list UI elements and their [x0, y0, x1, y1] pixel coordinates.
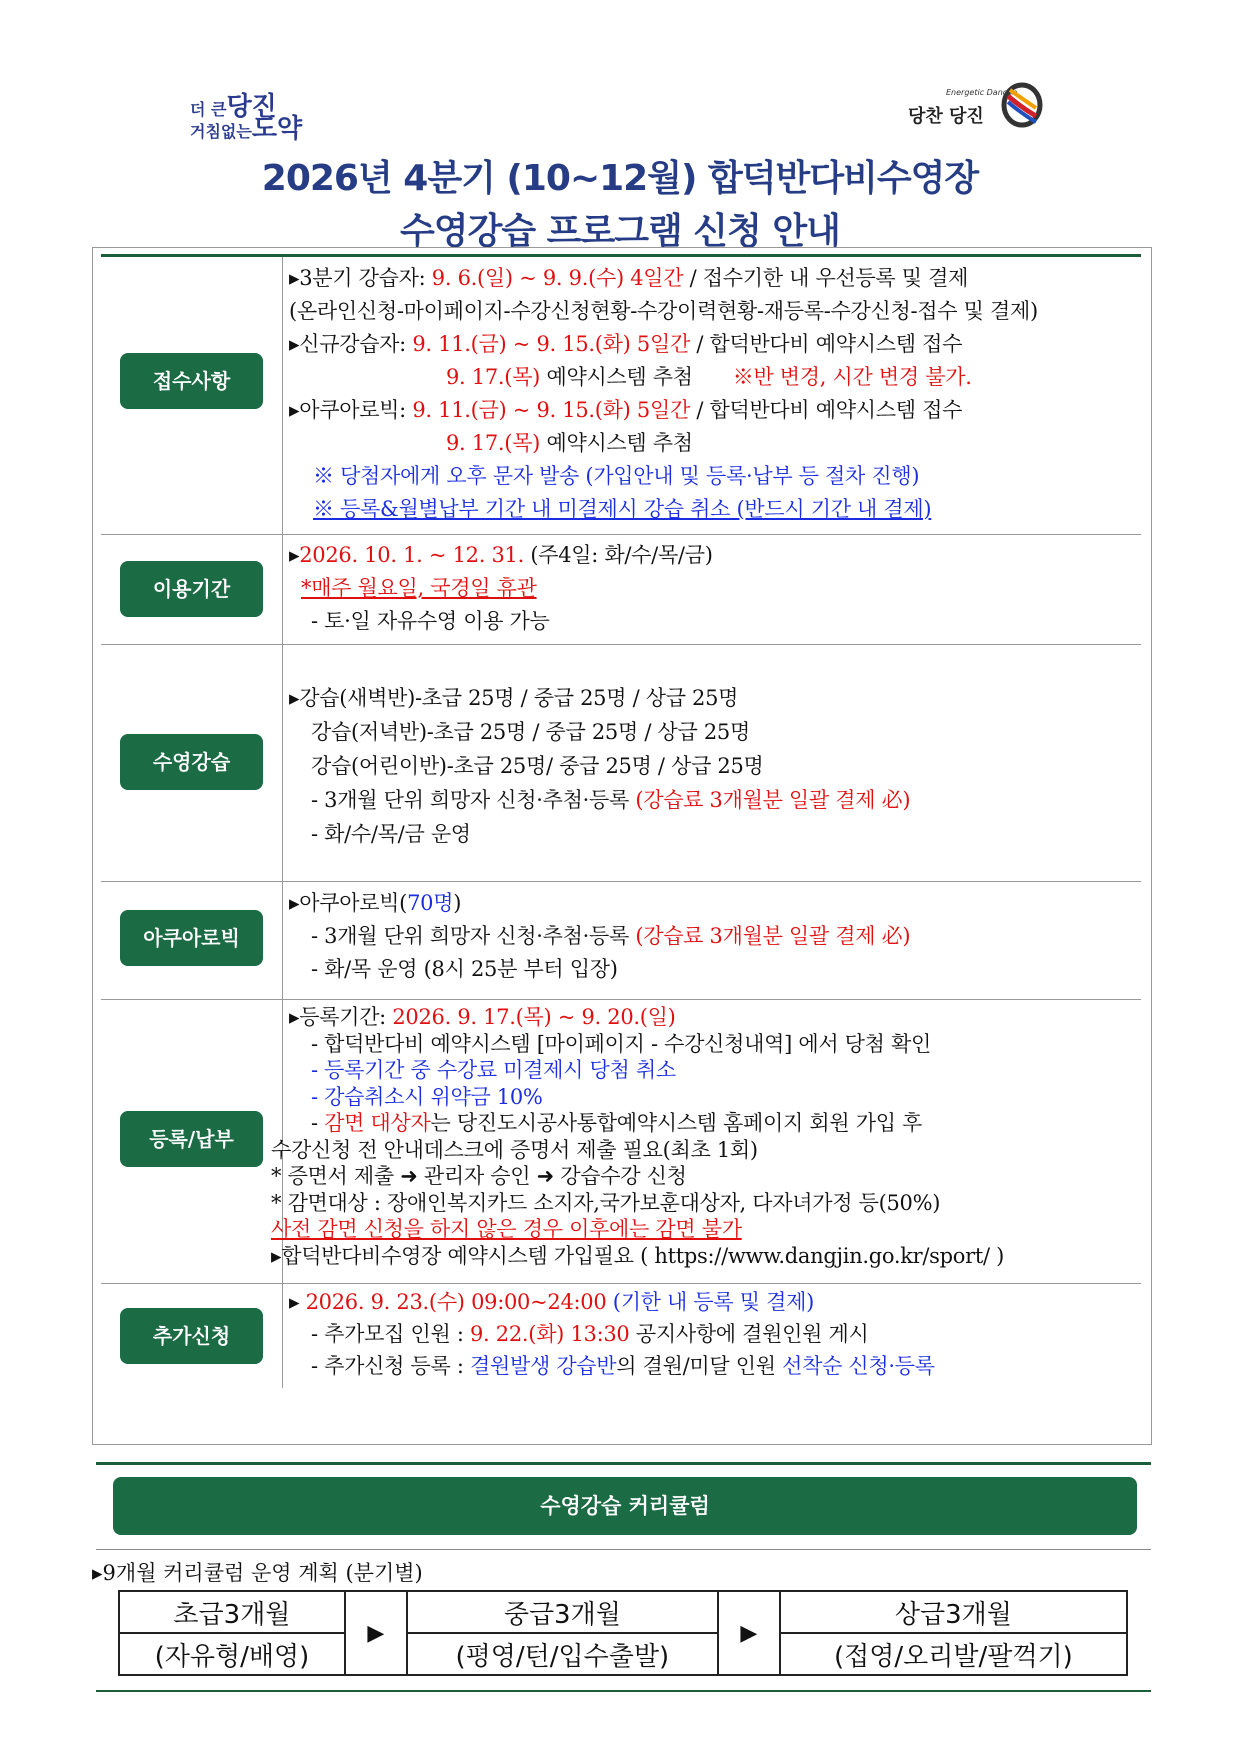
curriculum-divider	[96, 1549, 1151, 1550]
label-extra: 추가신청	[120, 1308, 263, 1364]
curriculum-bottom-rule	[96, 1690, 1151, 1692]
level-beginner-desc: (자유형/배영)	[119, 1633, 345, 1675]
row-swim	[101, 645, 1141, 882]
label-reception: 접수사항	[120, 353, 263, 409]
energetic-dangjin-logo	[908, 82, 1048, 132]
row-aqua	[101, 882, 1141, 1000]
curriculum-top-rule	[96, 1462, 1151, 1465]
label-swim: 수영강습	[120, 734, 263, 790]
info-table	[92, 247, 1152, 1445]
curriculum-title: 수영강습 커리큘럼	[113, 1477, 1137, 1535]
swim-content: ▸강습(새벽반)-초급 25명 / 중급 25명 / 상급 25명 강습(저녁반)-초급 25명 / 중급 25명 / 상급 25명 강습(어린이반)-초급 25명/ 중급 25명 / 상급 25명 - 3개월 단위 희망자 신청·추첨·등록 (강습료 3개월분 일괄 결제 必) - 화/수/목/금 운영	[289, 686, 911, 846]
label-period: 이용기간	[120, 561, 263, 617]
row-period	[101, 534, 1141, 645]
level-intermediate-name: 중급3개월	[407, 1591, 718, 1633]
curriculum-plan-heading: ▸9개월 커리큘럼 운영 계획 (분기별)	[92, 1561, 423, 1585]
level-advanced-name: 상급3개월	[780, 1591, 1127, 1633]
row-register	[101, 1000, 1141, 1284]
dangjin-emblem-icon	[1000, 82, 1044, 128]
logo-english: Energetic Dangjin	[946, 88, 1018, 97]
curriculum-table	[118, 1590, 1128, 1676]
arrow-icon: ▶	[345, 1591, 407, 1675]
dangjin-slogan-logo	[190, 86, 340, 144]
label-register: 등록/납부	[120, 1111, 263, 1167]
period-content: ▸2026. 10. 1. ~ 12. 31. (주4일: 화/수/목/금) *매주 월요일, 국경일 휴관 - 토·일 자유수영 이용 가능	[289, 543, 713, 633]
slogan-big-2: 도약	[251, 114, 303, 144]
label-aqua: 아쿠아로빅	[120, 910, 263, 966]
register-content: ▸등록기간: 2026. 9. 17.(목) ~ 9. 20.(일) - 합덕반다비 예약시스템 [마이페이지 - 수강신청내역] 에서 당첨 확인 - 등록기간 중 수강료 미결제시 당첨 취소 - 강습취소시 위약금 10% - 감면 대상자는 당진도시공사통합예약시스템 홈페이지 회원 가입 후 수강신청 전 안내데스크에 증명서 제출 필요(최초 1회) * 증면서 제출 ➜ 관리자 승인 ➜ 강습수강 신청 * 감면대상 : 장애인복지카드 소지자,국가보훈대상자, 다자녀가정 등(50%) 사전 감면 신청을 하지 않은 경우 이후에는 감면 불가 ▸합덕반다비수영장 예약시스템 가입필요 ( https://www.dangjin.go.kr/sport/ )	[271, 1005, 1005, 1268]
level-advanced-desc: (접영/오리발/팔꺽기)	[780, 1633, 1127, 1675]
page-title-line2: 수영강습 프로그램 신청 안내	[400, 211, 840, 252]
slogan-big-1: 당진	[226, 92, 277, 122]
aqua-content: ▸아쿠아로빅(70명) - 3개월 단위 희망자 신청·추첨·등록 (강습료 3개월분 일괄 결제 必) - 화/목 운영 (8시 25분 부터 입장)	[289, 891, 911, 981]
row-extra	[101, 1284, 1141, 1388]
slogan-small-2: 거침없는	[190, 122, 252, 141]
extra-content: ▸ 2026. 9. 23.(수) 09:00~24:00 (기한 내 등록 및 결제) - 추가모집 인원 : 9. 22.(화) 13:30 공지사항에 결원인원 게시 - 추가신청 등록 : 결원발생 강습반의 결원/미달 인원 선착순 신청·등록	[289, 1290, 935, 1378]
logo-korean: 당찬 당진	[908, 106, 984, 127]
arrow-icon: ▶	[718, 1591, 780, 1675]
level-intermediate-desc: (평영/턴/입수출발)	[407, 1633, 718, 1675]
reception-content: ▸3분기 강습자: 9. 6.(일) ~ 9. 9.(수) 4일간 / 접수기한 내 우선등록 및 결제 (온라인신청-마이페이지-수강신청현황-수강이력현황-재등록-수강신청-접수 및 결제) ▸신규강습자: 9. 11.(금) ~ 9. 15.(화) 5일간 / 합덕반다비 예약시스템 접수 9. 17.(목) 예약시스템 추첨 ※반 변경, 시간 변경 불가. ▸아쿠아로빅: 9. 11.(금) ~ 9. 15.(화) 5일간 / 합덕반다비 예약시스템 접수 9. 17.(목) 예약시스템 추첨 ※ 당첨자에게 오후 문자 발송 (가입안내 및 등록·납부 등 절차 진행) ※ 등록&월별납부 기간 내 미결제시 강습 취소 (반드시 기간 내 결제)	[289, 266, 1038, 521]
slogan-small-1: 더 큰	[190, 100, 227, 119]
row-reception	[101, 254, 1141, 535]
level-beginner-name: 초급3개월	[119, 1591, 345, 1633]
page-title-line1: 2026년 4분기 (10~12월) 합덕반다비수영장	[261, 158, 979, 199]
